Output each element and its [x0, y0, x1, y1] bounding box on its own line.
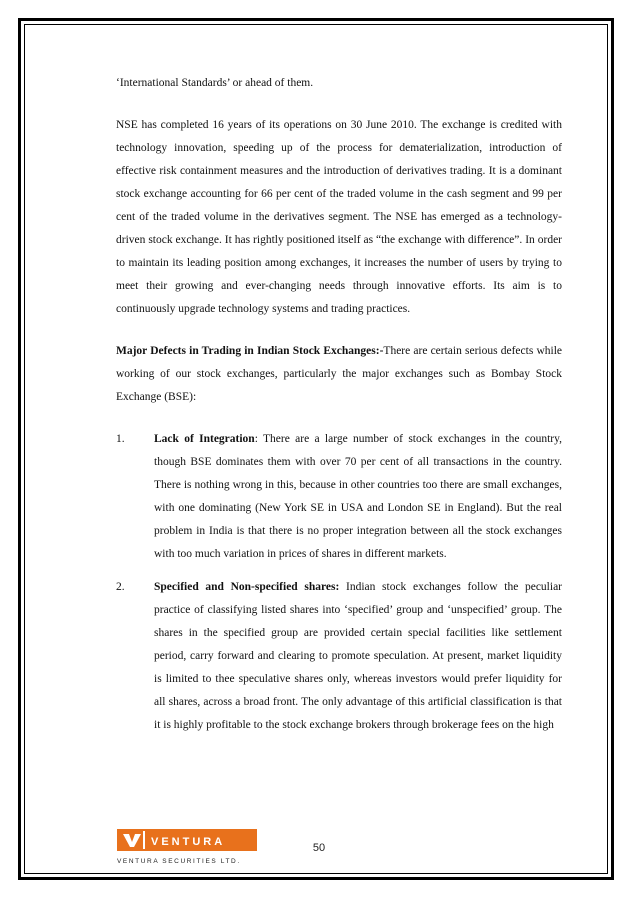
nse-paragraph: NSE has completed 16 years of its operations on 30 June 2010. The exchange is credited with technology innovation, speeding up of the process for dematerialization, introduction of effective risk containment measures and the introduction of derivatives trading. It is a dominant stock exchange accounting for 66 per cent of the traded volume in the cash segment and 99 per cent of the traded volume in the derivatives segment. The NSE has emerged as a technology-driven stock exchange. It has rightly positioned itself as “the exchange with difference”. In order to maintain its leading position among exchanges, it increases the number of users by trying to meet their growing and ever-changing needs through innovative efforts. Its aim is to continuously upgrade technology systems and trading practices.: [116, 119, 562, 315]
ventura-logo: [117, 829, 257, 867]
page-content: [116, 72, 562, 737]
item-separator: [339, 581, 346, 593]
item-separator: :: [254, 433, 264, 445]
list-item: [116, 576, 562, 737]
item-body: There are a large number of stock exchanges in the country, though BSE dominates them with over 70 per cent of all transactions in the country. There is nothing wrong in this, because in other countries too there are small exchanges, with one dominating (New York SE in USA and London SE in England). But the real problem in India is that there is no proper integration between all the stock exchanges with too much variation in prices of shares in different markets.: [154, 433, 562, 560]
intro-fragment: ‘International Standards’ or ahead of them.: [116, 77, 314, 89]
item-number: 1.: [116, 433, 125, 445]
list-item: [116, 428, 562, 566]
item-title: Specified and Non-specified shares:: [154, 581, 340, 593]
item-body: Indian stock exchanges follow the peculiar practice of classifying listed shares into ‘specified’ group and ‘unspecified’ group. The shares in the specified group are provided certain special facilities like settlement period, carry forward and clearing to promote speculation. At present, market liquidity is limited to thee speculative shares only, whereas investors would prefer liquidity for all shares, across a broad front. The only advantage of this artificial classification is that it is highly profitable to the stock exchange brokers through brokerage fees on the high: [154, 581, 563, 731]
logo-divider: [143, 831, 145, 849]
logo-tagline: VENTURA SECURITIES LTD.: [117, 858, 241, 865]
page-number: 50: [312, 842, 326, 854]
defects-intro: There are certain serious defects while working of our stock exchanges, particularly the major exchanges such as Bombay Stock Exchange (BSE):: [116, 345, 563, 403]
defects-paragraph: [116, 340, 562, 409]
logo-brand-text: VENTURA: [151, 836, 226, 848]
item-number: 2.: [116, 581, 125, 593]
defects-heading: Major Defects in Trading in Indian Stock Exchanges:-: [116, 345, 384, 357]
item-title: Lack of Integration: [154, 433, 255, 445]
